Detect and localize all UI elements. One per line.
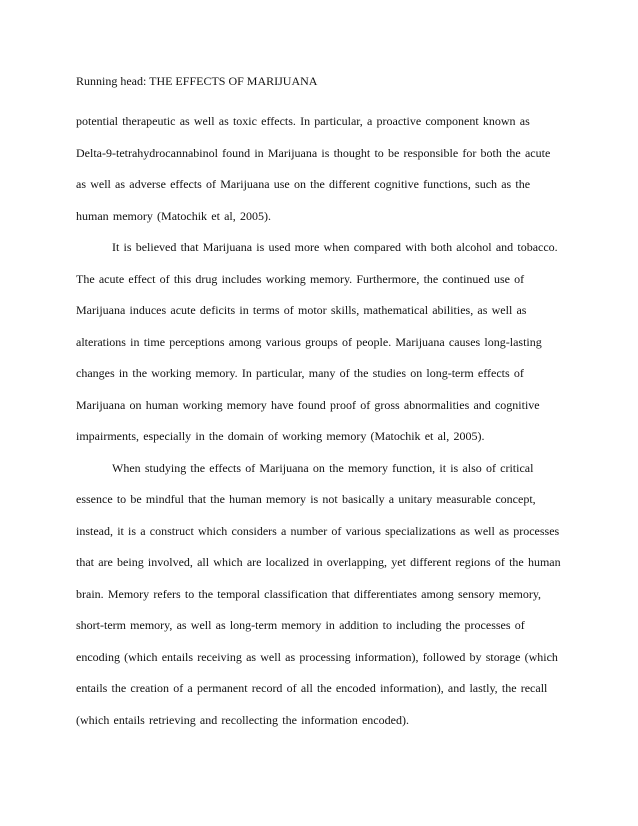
text-line: It is believed that Marijuana is used more when compared with both alcohol and tobacco. bbox=[112, 240, 558, 254]
text-line: impairments, especially in the domain of working memory (Matochik et al, 2005). bbox=[76, 429, 485, 443]
document-body bbox=[76, 113, 566, 743]
text-line: changes in the working memory. In particular, many of the studies on long-term effects of bbox=[76, 366, 524, 380]
text-line: encoding (which entails receiving as well as processing information), followed by storage (which bbox=[76, 649, 558, 664]
paragraph-2 bbox=[76, 239, 566, 460]
text-line: Marijuana on human working memory have found proof of gross abnormalities and cognitive bbox=[76, 397, 540, 412]
text-line: short-term memory, as well as long-term memory in addition to including the processes of bbox=[76, 618, 525, 632]
text-line: brain. Memory refers to the temporal classification that differentiates among sensory memory, bbox=[76, 586, 542, 601]
text-line: Delta-9-tetrahydrocannabinol found in Marijuana is thought to be responsible for both the acute bbox=[76, 145, 551, 160]
text-line: When studying the effects of Marijuana on the memory function, it is also of critical bbox=[112, 460, 534, 475]
text-line: The acute effect of this drug includes working memory. Furthermore, the continued use of bbox=[76, 271, 525, 286]
text-line: essence to be mindful that the human memory is not basically a unitary measurable concept, bbox=[76, 492, 536, 506]
text-line: potential therapeutic as well as toxic effects. In particular, a proactive component known as bbox=[76, 114, 530, 128]
text-line: Marijuana induces acute deficits in terms of motor skills, mathematical abilities, as well as bbox=[76, 303, 527, 317]
text-line: instead, it is a construct which considers a number of various specializations as well as processes bbox=[76, 523, 560, 538]
text-line: (which entails retrieving and recollecting the information encoded). bbox=[76, 712, 409, 727]
text-line: alterations in time perceptions among various groups of people. Marijuana causes long-lasting bbox=[76, 334, 542, 349]
text-line: entails the creation of a permanent record of all the encoded information), and lastly, the recall bbox=[76, 681, 548, 695]
text-line: that are being involved, all which are localized in overlapping, yet different regions of the human bbox=[76, 555, 561, 569]
running-head: Running head: THE EFFECTS OF MARIJUANA bbox=[76, 74, 318, 88]
text-line: human memory (Matochik et al, 2005). bbox=[76, 208, 271, 223]
text-line: as well as adverse effects of Marijuana use on the different cognitive functions, such as the bbox=[76, 177, 531, 191]
paragraph-3 bbox=[76, 460, 566, 744]
paragraph-1 bbox=[76, 113, 566, 239]
